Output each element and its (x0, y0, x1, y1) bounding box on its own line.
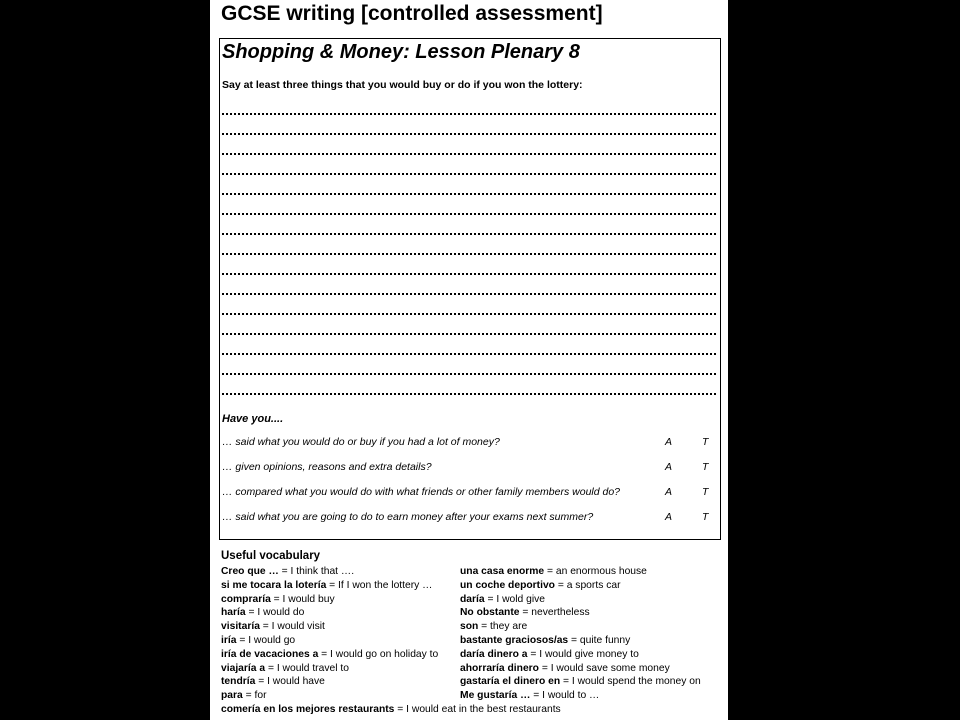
english-meaning: = I would go on holiday to (318, 648, 439, 660)
spanish-term: para (221, 690, 243, 702)
english-meaning: = an enormous house (544, 566, 647, 577)
english-meaning: = quite funny (568, 634, 631, 646)
writing-line (222, 183, 716, 203)
english-meaning: = I would eat in the best restaurants (394, 703, 561, 715)
writing-line (222, 203, 716, 223)
checklist-row (222, 461, 716, 477)
writing-line (222, 323, 716, 343)
vocabulary-heading: Useful vocabulary (221, 550, 321, 562)
spanish-term: una casa enorme (460, 566, 545, 577)
spanish-term: daría dinero a (460, 648, 528, 660)
checklist-a-mark: A (665, 436, 673, 448)
lesson-title: Shopping & Money: Lesson Plenary 8 (222, 41, 580, 63)
worksheet-page (210, 0, 728, 720)
spanish-term: son (460, 621, 479, 633)
checklist-row (222, 436, 716, 452)
spanish-term: gastaría el dinero en (460, 676, 561, 688)
spanish-term: iría de vacaciones a (221, 648, 319, 660)
document-title: GCSE writing [controlled assessment] (221, 2, 603, 25)
writing-line (222, 303, 716, 323)
checklist-t-mark: T (702, 461, 709, 473)
english-meaning: = If I won the lottery … (326, 579, 433, 591)
writing-line (222, 363, 716, 383)
vocabulary-right-column (460, 565, 701, 703)
spanish-term: daría (460, 593, 485, 605)
vocabulary-item (460, 565, 701, 579)
vocabulary-item (460, 606, 701, 620)
vocabulary-item (460, 620, 701, 634)
spanish-term: iría (221, 634, 237, 646)
english-meaning: = I would spend the money on (560, 676, 701, 688)
spanish-term: un coche deportivo (460, 579, 555, 591)
checklist-question: … said what you would do or buy if you had a lot of money? (222, 436, 500, 448)
writing-line (222, 123, 716, 143)
writing-line (222, 383, 716, 403)
spanish-term: haría (221, 607, 246, 619)
english-meaning: = I would do (245, 607, 305, 619)
checklist-t-mark: T (702, 486, 709, 498)
spanish-term: visitaría (221, 621, 260, 633)
english-meaning: = for (242, 690, 267, 702)
spanish-term: tendría (221, 676, 256, 688)
vocabulary-item (460, 675, 701, 689)
checklist-row (222, 511, 716, 527)
writing-line (222, 163, 716, 183)
writing-line (222, 143, 716, 163)
english-meaning: = I would buy (270, 593, 335, 605)
writing-line (222, 223, 716, 243)
task-prompt: Say at least three things that you would buy or do if you won the lottery: (222, 79, 583, 91)
english-meaning: = I would to … (530, 690, 600, 702)
vocabulary-item (221, 703, 561, 717)
checklist-question: … said what you are going to do to earn money after your exams next summer? (222, 511, 594, 523)
vocabulary-item (460, 593, 701, 607)
vocabulary-item (460, 648, 701, 662)
checklist-t-mark: T (702, 511, 709, 523)
english-meaning: = I think that …. (278, 566, 355, 577)
spanish-term: si me tocara la lotería (221, 579, 327, 591)
vocabulary-item (460, 579, 701, 593)
writing-lines (222, 103, 716, 403)
writing-line (222, 243, 716, 263)
checklist-question: … compared what you would do with what friends or other family members would do? (222, 486, 621, 498)
english-meaning: = I would go (236, 634, 296, 646)
vocabulary-item (460, 689, 701, 703)
english-meaning: = they are (478, 621, 528, 633)
english-meaning: = I would have (255, 676, 325, 688)
writing-line (222, 343, 716, 363)
spanish-term: Me gustaría … (460, 690, 531, 702)
writing-line (222, 263, 716, 283)
checklist-t-mark: T (702, 436, 709, 448)
checklist-a-mark: A (665, 511, 673, 523)
writing-task-box (219, 38, 721, 540)
english-meaning: = I would save some money (538, 662, 670, 674)
english-meaning: = nevertheless (519, 607, 590, 619)
spanish-term: compraría (221, 593, 271, 605)
spanish-term: No obstante (460, 607, 520, 619)
writing-line (222, 283, 716, 303)
english-meaning: = a sports car (554, 579, 621, 591)
spanish-term: viajaría a (221, 662, 266, 674)
spanish-term: comería en los mejores restaurants (221, 703, 395, 715)
checklist-row (222, 486, 716, 502)
checklist-heading: Have you.... (222, 413, 284, 425)
english-meaning: = I would visit (259, 621, 325, 633)
vocabulary-item (460, 662, 701, 676)
checklist-a-mark: A (665, 486, 673, 498)
spanish-term: ahorraría dinero (460, 662, 539, 674)
vocabulary-item (460, 634, 701, 648)
spanish-term: bastante graciosos/as (460, 634, 569, 646)
english-meaning: = I would give money to (527, 648, 639, 660)
checklist-question: … given opinions, reasons and extra details? (222, 461, 432, 473)
english-meaning: = I would travel to (265, 662, 349, 674)
writing-line (222, 103, 716, 123)
checklist-a-mark: A (665, 461, 673, 473)
spanish-term: Creo que … (221, 566, 279, 577)
english-meaning: = I wold give (484, 593, 546, 605)
